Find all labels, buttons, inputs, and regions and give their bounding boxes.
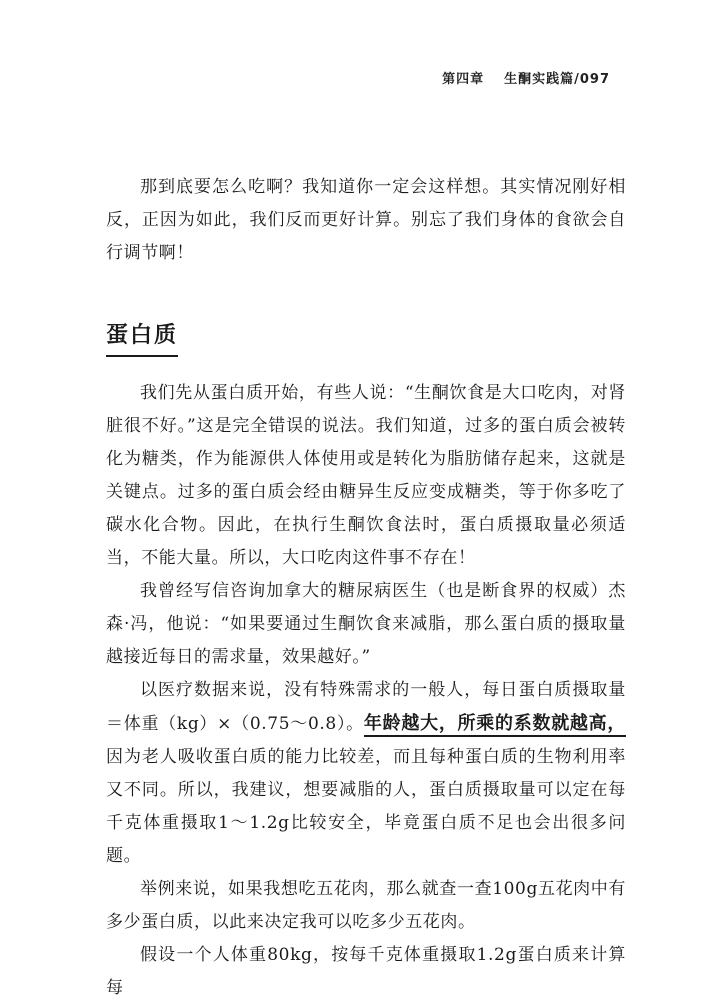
body-paragraph-3 (106, 674, 626, 873)
body-paragraph-1: 我们先从蛋白质开始，有些人说：“生酮饮食是大口吃肉，对肾脏很不好。”这是完全错误的说法。我们知道，过多的蛋白质会被转化为糖类，作为能源供人体使用或是转化为脂肪储存起来，这就是关键点。过多的蛋白质会经由糖异生反应变成糖类，等于你多吃了碳水化合物。因此，在执行生酮饮食法时，蛋白质摄取量必须适当，不能大量。所以，大口吃肉这件事不存在！ (106, 383, 626, 568)
emphasized-sentence: 年龄越大，所乘的系数就越高， (364, 713, 626, 737)
body-paragraph-5: 假设一个人体重80kg，按每千克体重摄取1.2g蛋白质来计算每 (106, 945, 626, 998)
page-separator: / (574, 72, 580, 87)
section-title: 蛋白质 (106, 318, 178, 357)
paragraph-3-text-a: 以医疗数据来说，没有特殊需求的一般人，每日蛋白质摄取量＝体重（kg）×（0.75～0.8）。 (106, 680, 626, 734)
intro-block (106, 171, 626, 270)
intro-paragraph: 那到底要怎么吃啊？我知道你一定会这样想。其实情况刚好相反，正因为如此，我们反而更好计算。别忘了我们身体的食欲会自行调节啊！ (106, 177, 626, 263)
body-paragraph-2: 我曾经写信咨询加拿大的糖尿病医生（也是断食界的权威）杰森·冯，他说：“如果要通过生酮饮食来减脂，那么蛋白质的摄取量越接近每日的需求量，效果越好。” (106, 581, 626, 667)
body-paragraph-4: 举例来说，如果我想吃五花肉，那么就查一查100g五花肉中有多少蛋白质，以此来决定我可以吃多少五花肉。 (106, 879, 626, 932)
chapter-label: 第四章 (442, 72, 485, 87)
running-head (442, 68, 610, 87)
section-label: 生酮实践篇 (504, 72, 575, 87)
paragraph-3-text-b: 因为老人吸收蛋白质的能力比较差，而且每种蛋白质的生物利用率又不同。所以，我建议，想要减脂的人，蛋白质摄取量可以定在每千克体重摄取1～1.2g比较安全，毕竟蛋白质不足也会出很多问题。 (106, 747, 626, 866)
page-number: 097 (579, 72, 610, 87)
section-body (106, 377, 626, 1005)
